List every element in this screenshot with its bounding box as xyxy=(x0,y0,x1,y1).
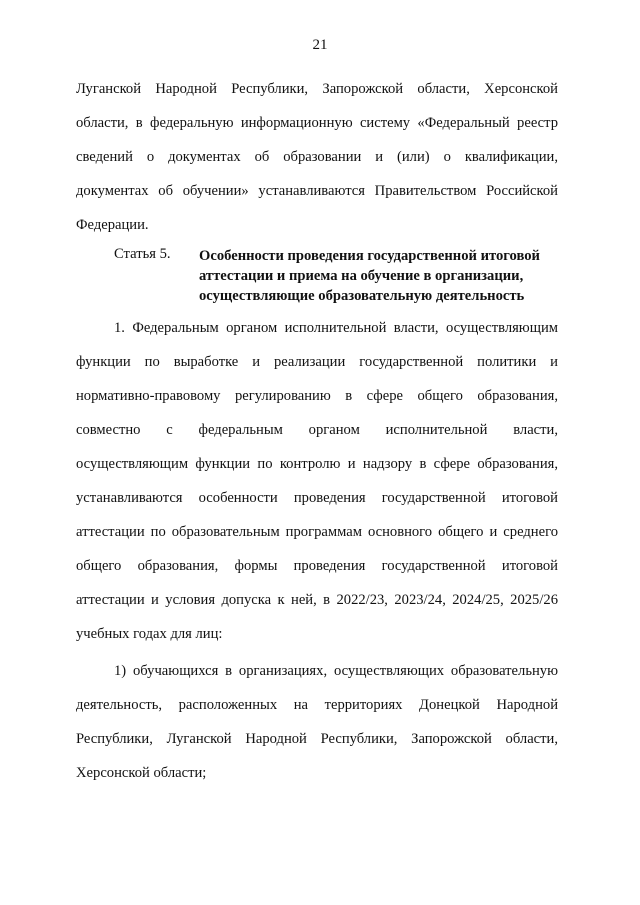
paragraph-line: области, в федеральную информационную систему «Федеральный реестр xyxy=(76,115,558,131)
paragraph-line: общего образования, формы проведения государственной итоговой xyxy=(76,558,558,574)
article-title-line: аттестации и приема на обучение в организации, xyxy=(199,268,524,284)
paragraph-line: Луганской Народной Республики, Запорожской области, Херсонской xyxy=(76,81,558,97)
paragraph-line: Херсонской области; xyxy=(76,765,207,781)
paragraph-line: аттестации и условия допуска к ней, в 2022/23, 2023/24, 2024/25, 2025/26 xyxy=(76,592,558,608)
page-number: 21 xyxy=(312,37,328,53)
paragraph-line: Республики, Луганской Народной Республики, Запорожской области, xyxy=(76,731,558,747)
paragraph-line: аттестации по образовательным программам основного общего и среднего xyxy=(76,524,558,540)
paragraph-continuation xyxy=(76,72,558,242)
paragraph-line: функции по выработке и реализации государственной политики и xyxy=(76,354,558,370)
article-title-line: осуществляющие образовательную деятельность xyxy=(199,288,525,304)
paragraph-line: учебных годах для лиц: xyxy=(76,626,223,642)
paragraph-line: осуществляющим функции по контролю и надзору в сфере образования, xyxy=(76,456,558,472)
paragraph-line: документах об обучении» устанавливаются Правительством Российской xyxy=(76,183,558,199)
paragraph-line: деятельность, расположенных на территориях Донецкой Народной xyxy=(76,697,558,713)
article-title xyxy=(199,246,569,306)
paragraph-line: 1. Федеральным органом исполнительной власти, осуществляющим xyxy=(114,320,558,336)
paragraph-line: Федерации. xyxy=(76,217,149,233)
paragraph-line: устанавливаются особенности проведения государственной итоговой xyxy=(76,490,558,506)
paragraph-line: сведений о документах об образовании и (или) о квалификации, xyxy=(76,149,558,165)
paragraph-line: нормативно-правовому регулированию в сфере общего образования, xyxy=(76,388,558,404)
article-title-line: Особенности проведения государственной итоговой xyxy=(199,248,540,264)
paragraph-article-5-part-1 xyxy=(76,311,558,651)
paragraph-line: совместно с федеральным органом исполнительной власти, xyxy=(76,422,558,438)
paragraph-item-1 xyxy=(76,654,558,790)
article-label: Статья 5. xyxy=(114,246,171,262)
paragraph-line: 1) обучающихся в организациях, осуществляющих образовательную xyxy=(114,663,558,679)
